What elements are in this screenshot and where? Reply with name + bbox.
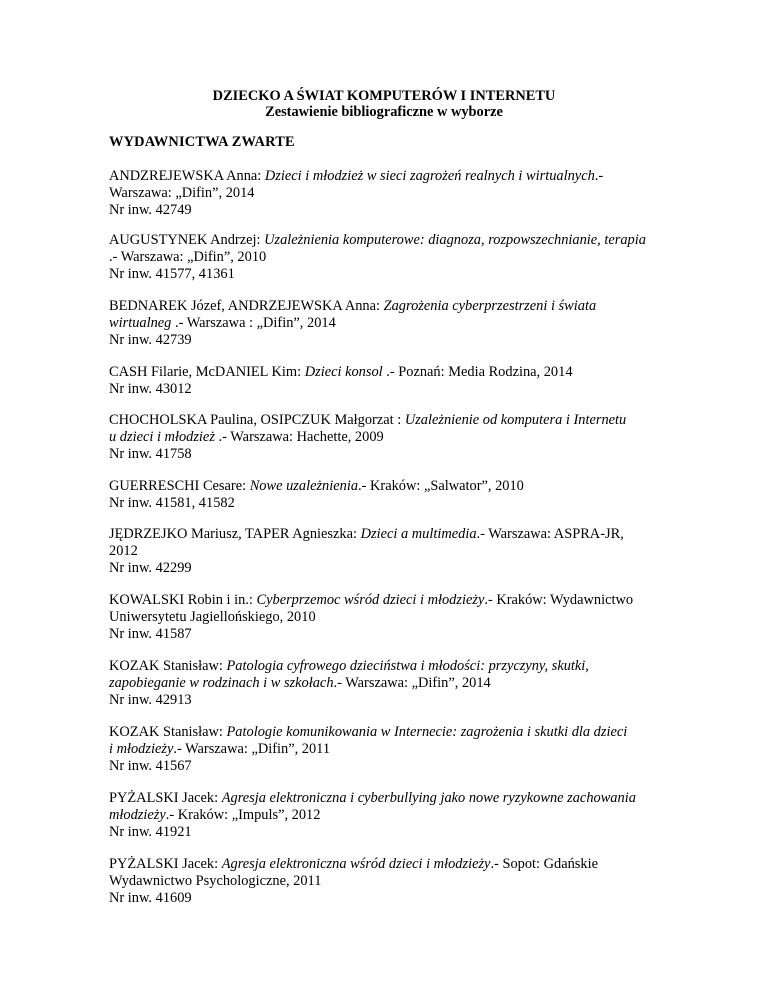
entry-line xyxy=(109,609,699,626)
entry-text: CHOCHOLSKA Paulina, OSIPCZUK Małgorzat : xyxy=(109,412,405,428)
entry-text: .- Warszawa: ASPRA-JR, xyxy=(476,526,624,542)
bibliography-entry xyxy=(109,724,699,775)
entry-line xyxy=(109,807,699,824)
inventory-number: Nr inw. 42299 xyxy=(109,560,192,576)
entry-line xyxy=(109,249,699,266)
section-heading: WYDAWNICTWA ZWARTE xyxy=(109,134,295,150)
entry-title-text: zapobieganie w rodzinach i w szkołach xyxy=(109,675,334,691)
entry-text: .- Kraków: „Impuls”, 2012 xyxy=(165,807,321,823)
entry-title-text: Agresja elektroniczna wśród dzieci i młodzieży xyxy=(221,856,491,872)
entry-text: KOZAK Stanisław: xyxy=(109,724,227,740)
entry-text: .- Poznań: Media Rodzina, 2014 xyxy=(382,364,573,380)
inventory-number: Nr inw. 42913 xyxy=(109,692,192,708)
entry-text: KOZAK Stanisław: xyxy=(109,658,227,674)
entry-title-text: Uzależnienia komputerowe: diagnoza, rozpowszechnianie, terapia xyxy=(264,232,646,248)
bibliography-entry xyxy=(109,658,699,709)
bibliography-entry xyxy=(109,592,699,643)
entry-text: .- Warszawa: Hachette, 2009 xyxy=(214,429,384,445)
entry-text: ANDZREJEWSKA Anna: xyxy=(109,168,265,184)
entry-text: AUGUSTYNEK Andrzej: xyxy=(109,232,265,248)
entry-line xyxy=(109,478,699,495)
entry-title-text: Patologia cyfrowego dzieciństwa i młodości: przyczyny, skutki, xyxy=(226,658,589,674)
entry-title-text: Zagrożenia cyberprzestrzeni i świata xyxy=(383,298,597,314)
entry-line xyxy=(109,315,699,332)
bibliography-entry xyxy=(109,790,699,841)
entry-line xyxy=(109,741,699,758)
bibliography-entry xyxy=(109,232,699,283)
entry-text: Uniwersytetu Jagiellońskiego, 2010 xyxy=(109,609,316,625)
entry-text: JĘDRZEJKO Mariusz, TAPER Agnieszka: xyxy=(109,526,361,542)
inventory-number: Nr inw. 41581, 41582 xyxy=(109,495,235,511)
entry-line xyxy=(109,543,699,560)
entry-text: CASH Filarie, McDANIEL Kim: xyxy=(109,364,305,380)
bibliography-entry xyxy=(109,298,699,349)
entry-line xyxy=(109,675,699,692)
entry-title-text: młodzieży xyxy=(109,807,166,823)
entry-text: KOWALSKI Robin i in.: xyxy=(109,592,257,608)
entry-line xyxy=(109,429,699,446)
inventory-number: Nr inw. 41609 xyxy=(109,890,192,906)
entry-line xyxy=(109,724,699,741)
bibliography-entry xyxy=(109,168,699,219)
inventory-number: Nr inw. 41921 xyxy=(109,824,192,840)
entry-text: .- Warszawa: „Difin”, 2011 xyxy=(173,741,331,757)
entry-text: .- Sopot: Gdańskie xyxy=(490,856,598,872)
bibliography-entry xyxy=(109,526,699,577)
entry-title-text: Uzależnienie od komputera i Internetu xyxy=(404,412,627,428)
entry-line xyxy=(109,526,699,543)
entry-line xyxy=(109,298,699,315)
inventory-number: Nr inw. 42749 xyxy=(109,202,192,218)
entry-line xyxy=(109,185,699,202)
bibliography-entry xyxy=(109,478,699,512)
entry-title-text: Agresja elektroniczna i cyberbullying jako nowe ryzykowne zachowania xyxy=(221,790,636,806)
entry-line xyxy=(109,592,699,609)
entry-line xyxy=(109,790,699,807)
inventory-number: Nr inw. 41758 xyxy=(109,446,192,462)
entry-text: .- Kraków: Wydawnictwo xyxy=(484,592,634,608)
entry-text: .- Warszawa: „Difin”, 2010 xyxy=(109,249,267,265)
entry-title-text: u dzieci i młodzież xyxy=(109,429,215,445)
entry-text: 2012 xyxy=(109,543,138,559)
inventory-number: Nr inw. 43012 xyxy=(109,381,192,397)
inventory-number: Nr inw. 42739 xyxy=(109,332,192,348)
entry-text: PYŻALSKI Jacek: xyxy=(109,790,222,806)
bibliography-entry xyxy=(109,364,699,398)
entry-text: Wydawnictwo Psychologiczne, 2011 xyxy=(109,873,322,889)
inventory-number: Nr inw. 41577, 41361 xyxy=(109,266,235,282)
entry-text: .- Warszawa : „Difin”, 2014 xyxy=(171,315,336,331)
entry-line xyxy=(109,168,699,185)
entry-text: PYŻALSKI Jacek: xyxy=(109,856,222,872)
inventory-number: Nr inw. 41567 xyxy=(109,758,192,774)
inventory-number: Nr inw. 41587 xyxy=(109,626,192,642)
entry-title-text: wirtualneg xyxy=(109,315,172,331)
entry-line xyxy=(109,873,699,890)
entry-title-text: Patologie komunikowania w Internecie: zagrożenia i skutki dla dzieci xyxy=(226,724,628,740)
entry-text: Warszawa: „Difin”, 2014 xyxy=(109,185,255,201)
bibliography-entry xyxy=(109,412,699,463)
entry-title-text: Cyberprzemoc wśród dzieci i młodzieży xyxy=(256,592,485,608)
entry-text: .- xyxy=(594,168,604,184)
entry-title-text: Nowe uzależnienia xyxy=(249,478,359,494)
entry-text: .- Warszawa: „Difin”, 2014 xyxy=(333,675,491,691)
entry-line xyxy=(109,412,699,429)
entry-text: BEDNAREK Józef, ANDRZEJEWSKA Anna: xyxy=(109,298,384,314)
entry-text: GUERRESCHI Cesare: xyxy=(109,478,250,494)
entry-text: .- Kraków: „Salwator”, 2010 xyxy=(358,478,524,494)
entry-title-text: Dzieci i młodzież w sieci zagrożeń realnych i wirtualnych xyxy=(264,168,595,184)
document-subtitle: Zestawienie bibliograficzne w wyborze xyxy=(265,104,503,120)
entry-title-text: Dzieci konsol xyxy=(304,364,383,380)
entry-title-text: i młodzieży xyxy=(109,741,174,757)
entry-title-text: Dzieci a multimedia xyxy=(360,526,477,542)
entry-line xyxy=(109,364,699,381)
bibliography-entry xyxy=(109,856,699,907)
entry-line xyxy=(109,658,699,675)
entry-line xyxy=(109,232,699,249)
document-title: DZIECKO A ŚWIAT KOMPUTERÓW I INTERNETU xyxy=(212,88,556,104)
entry-line xyxy=(109,856,699,873)
